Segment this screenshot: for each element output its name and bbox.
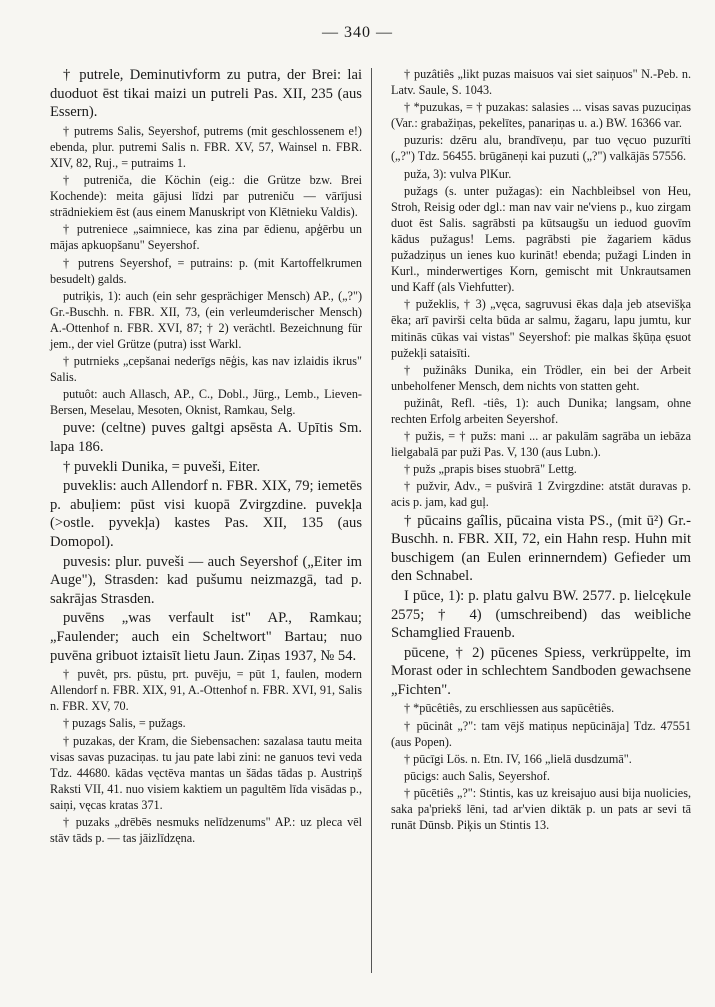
dictionary-entry [50,288,362,352]
dictionary-entry [391,768,691,784]
entry-text: † putreniece „saimniece, kas zina par ēdienu, apģērbu un mājas apkuopšanu" Seyershof. [50,222,362,253]
dictionary-entry [50,458,362,477]
dictionary-entry [50,221,362,253]
entry-text: † puzakas, der Kram, die Siebensachen: sazalasa tautu meita visas savas puzaciņas. tu jau pate labi zini: ne ganuos tevi veda Tdz. 44680. kādas vęctēva mantas un šādas tādas p. Austriņš Raksti VII, 41. nuo visiem kaktiem un pagultēm līda visādas p., saiņi, vęcas kratas 371. [50,733,362,812]
entry-text: puvesis: plur. puveši — auch Seyershof („Eiter im Auge"), Strasden: kad pušumu neizmazgā, tad p. sakrājas Strasden. [50,553,362,607]
entry-text: † pužvir, Adv., = pušvirā 1 Zvirgzdine: atstāt duravas p. acis p. jam, kad guļ. [391,479,691,510]
dictionary-entry [391,751,691,767]
dictionary-entry [391,428,691,460]
entry-text: pužags (s. unter pužagas): ein Nachbleibsel von Heu, Stroh, Reisig oder dgl.: man nav vair ne'viens p., kuo zirgam duot ēst Salis. sagrābsti pa kūtsaugšu un ieduod guovīm kādus pužagus! Lems. pagrābsti pie žagariem kādus pužadziņus un ienes kuo kurināt! ebenda; pužagi Linden in Kurl., minderwertiges Korn, gemischt mit Unkrautsamen und Kaff (als Viehfutter). [391,183,691,295]
dictionary-entry [391,718,691,750]
dictionary-entry [391,166,691,182]
entry-text: † putreniča, die Köchin (eig.: die Grütze bzw. Brei Kochende): meita gājusi līdzi par putreniču — vārījusi strādniekiem ēst (aus einem Manuskript von Klētnieku Valdis). [50,173,362,220]
dictionary-entry [391,512,691,586]
entry-text: † puzaks „drēbēs nesmuks nelīdzenums" AP.: uz pleca vēl stāv tāds p. — tas jāizlīdzęna. [50,815,362,846]
left-column [50,66,362,847]
entry-text: † pūcinât „?": tam vējš matiņus nepūcināja] Tdz. 47551 (aus Popen). [391,718,691,749]
dictionary-entry [391,478,691,510]
entry-text: puve: (celtne) puves galtgi apsēsta A. Upītis Sm. lapa 186. [50,420,362,456]
dictionary-entry [50,123,362,171]
dictionary-entry [391,362,691,394]
entry-text: pūcigs: auch Salis, Seyershof. [404,768,550,783]
entry-text: I pūce, 1): p. platu galvu BW. 2577. p. lielcękule 2575; † 4) (umschreibend) das weibliche Schamglied Frauenb. [391,587,691,642]
entry-text: † pužinâks Dunika, ein Trödler, ein bei der Arbeit unbeholfener Mensch, dem nichts von statten geht. [391,362,691,393]
entry-text: † puzâtiês „likt puzas maisuos vai siet saiņuos" N.-Peb. n. Latv. Saule, S. 1043. [391,67,691,98]
entry-text: putriķis, 1): auch (ein sehr gesprächiger Mensch) AP., („?") Gr.-Buschh. n. FBR. XII, 73, (ein verleumderischer Mensch) A.-Ottenhof n. FBR. XVI, 87; † 2) verächtl. Bezeichnung für jem., der viel Grütze (putra) isst Warkl. [50,288,362,351]
entry-text: † putrele, Deminutivform zu putra, der Brei: lai duoduot ēst tikai maizi un putreli Pas. XII, 235 (aus Essern). [50,67,362,121]
dictionary-entry [50,386,362,418]
dictionary-entry [391,700,691,716]
dictionary-entry [50,172,362,220]
dictionary-entry [50,814,362,846]
entry-text: puža, 3): vulva PlKur. [404,166,512,181]
entry-text: † puvêt, prs. pūstu, prt. puvēju, = pūt 1, faulen, modern Allendorf n. FBR. XIX, 91, A.-Ottenhof n. FBR. XVI, 91, Salis n. FBR. XV, 70. [50,667,362,714]
entry-text: pužinât, Refl. -tiês, 1): auch Dunika; langsam, ohne rechten Erfolg arbeiten Seyershof. [391,395,691,426]
dictionary-entry [391,644,691,700]
entry-text: putuôt: auch Allasch, AP., C., Dobl., Jürg., Lemb., Lieven-Bersen, Meselau, Mesoten, Oknist, Ramkau, Selg. [50,387,362,418]
dictionary-entry [50,419,362,456]
entry-text: † putrens Seyershof, = putrains: p. (mit Kartoffelkrumen besudelt) galds. [50,255,362,286]
entry-text: † putrems Salis, Seyershof, putrems (mit geschlossenem e!) ebenda, plur. putremi Salis n. FBR. XV, 57, Wainsel n. FBR. XIV, 82, Ruj., = putraims 1. [50,123,362,170]
entry-text: pūcene, † 2) pūcenes Spiess, verkrüppelte, im Morast oder in schlechtem Sandboden gewachsene „Fichten". [391,644,691,698]
column-divider [371,68,372,973]
dictionary-entry [391,183,691,296]
entry-text: † putrnieks „cepšanai nederīgs nēģis, kas nav izlaidis ikrus" Salis. [50,354,362,385]
right-column [391,66,691,834]
dictionary-entry [391,296,691,360]
dictionary-entry [50,477,362,551]
dictionary-entry [50,353,362,385]
entry-text: † pužs „prapis bises stuobrā" Lettg. [404,462,577,477]
dictionary-entry [391,587,691,643]
entry-text: † pūcains gaîlis, pūcaina vista PS., (mit ū²) Gr.-Buschh. n. FBR. XII, 72, ein Hahn resp. Huhn mit buschigem (an Eulen erinnerndem) Gefieder um den Schnabel. [391,512,691,585]
entry-text: † pūcīgi Lös. n. Etn. IV, 166 „lielā dusdzumā". [404,751,632,766]
entry-text: puvēns „was verfault ist" AP., Ramkau; „Faulender; auch ein Scheltwort" Bartau; nuo puvēna gribuot iztaisīt lietu Jaun. Ziņas 1937, № 54. [50,610,362,664]
entry-text: † puvekli Dunika, = puveši, Eiter. [63,458,261,475]
entry-text: † puzags Salis, = pužags. [63,716,186,731]
dictionary-entry [50,66,362,122]
dictionary-entry [391,395,691,427]
entry-text: puzuris: dzēru alu, brandīveņu, par tuo vęcuo puzurīti („?") Tdz. 56455. brūgāneņi kai puzuti („?") valkājās 57556. [391,133,691,164]
dictionary-entry [391,66,691,98]
dictionary-entry [50,715,362,731]
dictionary-entry [391,785,691,833]
page-number: — 340 — [322,24,393,41]
dictionary-entry [391,132,691,164]
dictionary-entry [50,666,362,714]
dictionary-entry [50,255,362,287]
entry-text: † *pūcêtiês, zu erschliessen aus sapūcêtiês. [404,701,615,716]
entry-text: † *puzukas, = † puzakas: salasies ... visas savas puzuciņas (Var.: grabažiņas, pekelītes, panariņas u. a.) BW. 16366 var. [391,100,691,131]
entry-text: † pužis, = † pužs: mani ... ar pakulām sagrāba un iebāza lielgabalā par puži Pas. V, 130 (aus Lubn.). [391,429,691,460]
dictionary-entry [50,733,362,813]
dictionary-entry [50,609,362,665]
entry-text: puveklis: auch Allendorf n. FBR. XIX, 79; iemetēs p. abuļiem: pūst visi kuopā Zvirgzdine. puvekļa (>ostle. pyvekļa) kastes Pas. XII, 135 (aus Domopol). [50,478,362,551]
dictionary-entry [391,99,691,131]
entry-text: † pūcētiês „?": Stintis, kas uz kreisajuo ausi bija nuolicies, saka pa'priekš lēni, tad ar'vien diktāk p. un pats ar sevi tā runāt Dūnsb. Piķis un Stintis 13. [391,785,691,833]
entry-text: † pužeklis, † 3) „vęca, sagruvusi ēkas daļa jeb atsevišķa ēka; arī pavirši celta būda ar salmu, žagaru, lapu jumtu, kur mitinās cūkas vai vistas" Seyershof: pie malkas šķūņa ęsuot pužekļi sataisīti. [391,297,691,360]
dictionary-entry [391,461,691,477]
dictionary-entry [50,553,362,609]
